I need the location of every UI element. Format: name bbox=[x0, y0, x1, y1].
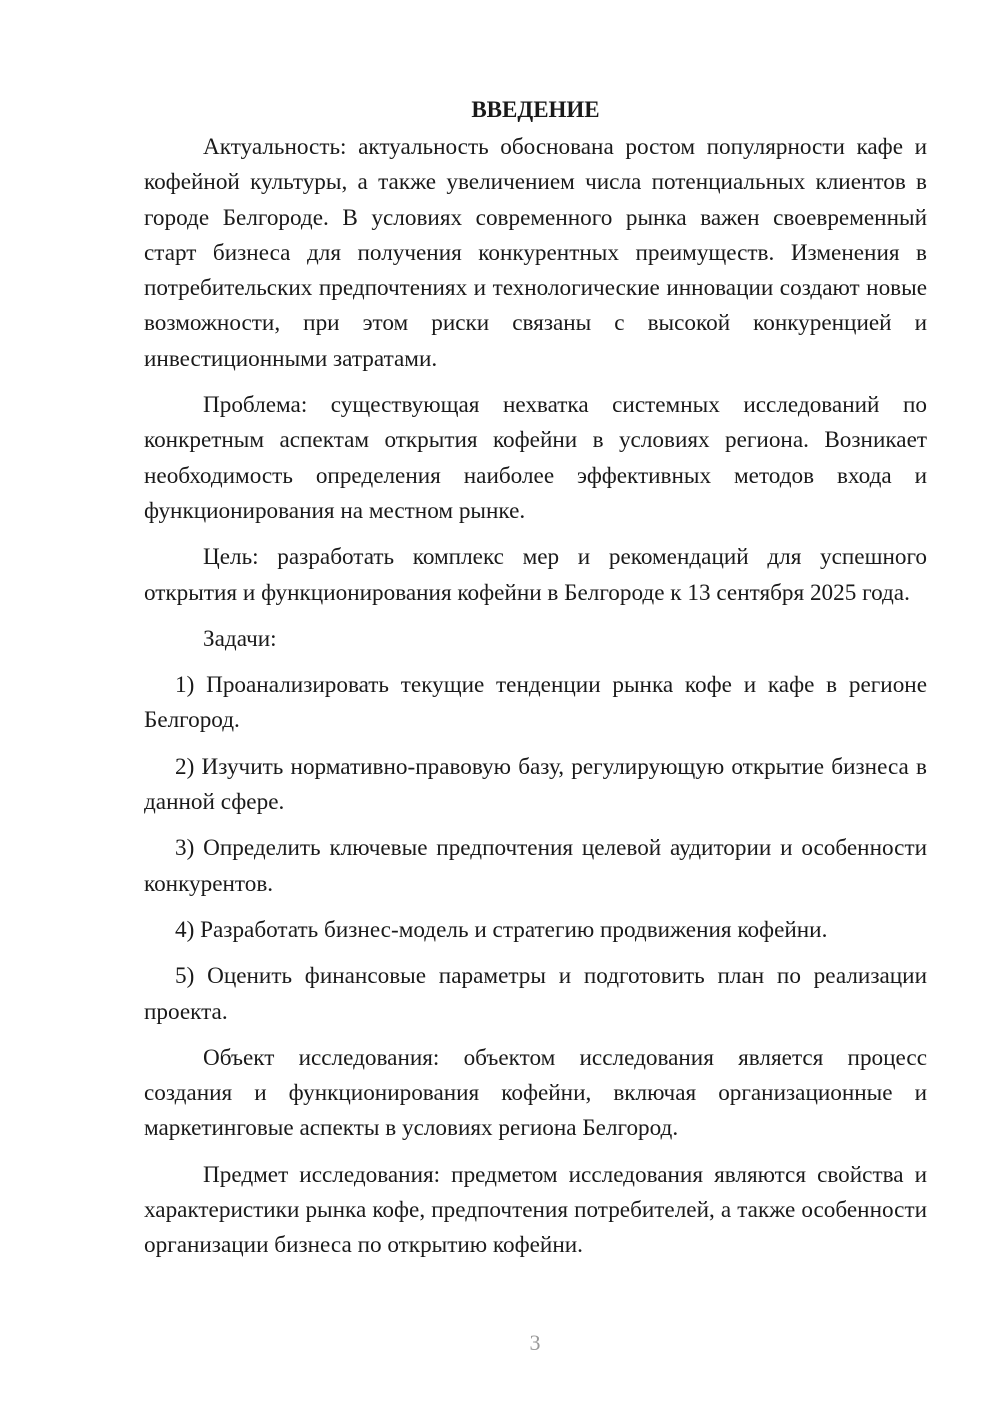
task-item-4: 4) Разработать бизнес-модель и стратегию продвижения кофейни. bbox=[175, 916, 828, 943]
task-item-2: 2) Изучить нормативно-правовую базу, регулирующую открытие бизнеса в данной сфере. bbox=[144, 753, 927, 816]
tasks-heading: Задачи: bbox=[203, 625, 277, 652]
paragraph-subject: Предмет исследования: предметом исследования являются свойства и характеристики рынка кофе, предпочтения потребителей, а также особенности организации бизнеса по открытию кофейни. bbox=[144, 1161, 927, 1259]
paragraph-problem: Проблема: существующая нехватка системных исследований по конкретным аспектам открытия кофейни в условиях региона. Возникает необходимость определения наиболее эффективных методов входа и функционирования на местном рынке. bbox=[144, 392, 927, 524]
paragraph-goal: Цель: разработать комплекс мер и рекомендаций для успешного открытия и функционирования кофейни в Белгороде к 13 сентября 2025 года. bbox=[144, 544, 927, 606]
task-item-3: 3) Определить ключевые предпочтения целевой аудитории и особенности конкурентов. bbox=[144, 835, 927, 897]
task-item-5: 5) Оценить финансовые параметры и подготовить план по реализации проекта. bbox=[144, 963, 927, 1025]
page-number: 3 bbox=[529, 1330, 541, 1355]
task-item-1: 1) Проанализировать текущие тенденции рынка кофе и кафе в регионе Белгород. bbox=[144, 672, 927, 734]
section-title: ВВЕДЕНИЕ bbox=[471, 97, 600, 122]
paragraph-object: Объект исследования: объектом исследования является процесс создания и функционирования кофейни, включая организационные и маркетинговые аспекты в условиях региона Белгород. bbox=[144, 1044, 927, 1142]
document-page bbox=[144, 92, 927, 1264]
paragraph-relevance: Актуальность: актуальность обоснована ростом популярности кафе и кофейной культуры, а также увеличением числа потенциальных клиентов в городе Белгороде. В условиях современного рынка важен своевременный старт бизнеса для получения конкурентных преимуществ. Изменения в потребительских предпочтениях и технологические инновации создают новые возможности, при этом риски связаны с высокой конкуренцией и инвестиционными затратами. bbox=[144, 134, 927, 372]
